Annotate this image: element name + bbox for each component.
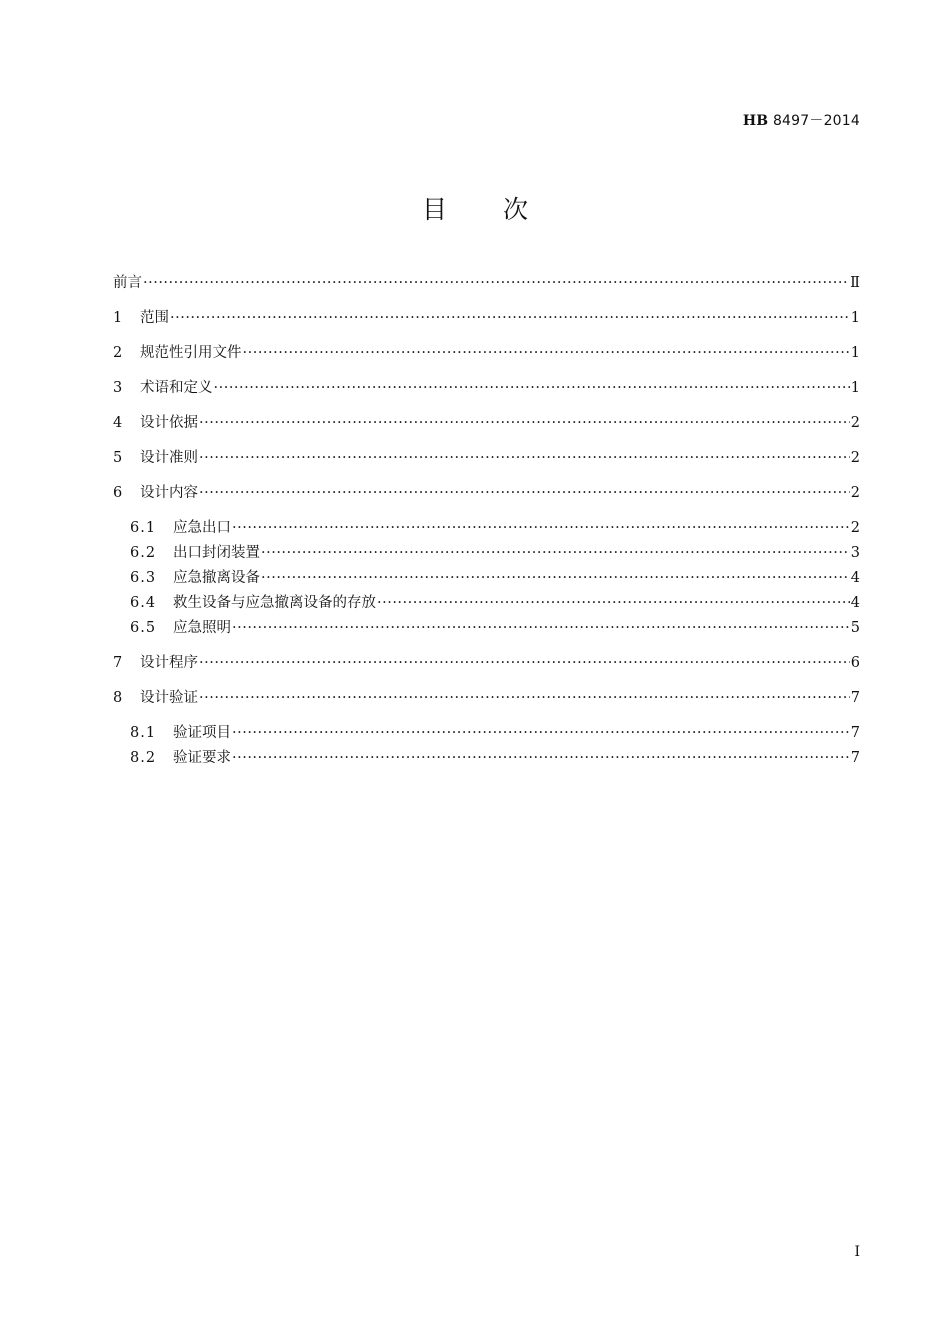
toc-dot-leader: [199, 482, 850, 504]
toc-entry-number: 5: [113, 450, 123, 466]
toc-entry-page: 2: [850, 450, 860, 466]
toc-entry[interactable]: [113, 482, 860, 504]
toc-entry[interactable]: [113, 447, 860, 469]
toc-entry-number: 6.2: [130, 545, 157, 561]
toc-dot-leader: [243, 342, 850, 364]
toc-entry-label: 应急照明: [173, 620, 231, 636]
toc-entry-page: 1: [850, 380, 860, 396]
toc-entry[interactable]: [130, 617, 860, 639]
page-number: Ⅰ: [854, 1244, 860, 1260]
toc-entry-page: 1: [850, 310, 860, 326]
toc-entry-label: 设计程序: [140, 655, 198, 671]
toc-entry-page: 6: [850, 655, 860, 671]
toc-dot-leader: [199, 447, 850, 469]
toc-entry-label: 术语和定义: [140, 380, 213, 396]
toc-entry-number: 1: [113, 310, 123, 326]
toc-entry-label: 设计依据: [140, 415, 198, 431]
toc-entry-number: 6.5: [130, 620, 157, 636]
toc-dot-leader: [261, 567, 850, 589]
toc-dot-leader: [199, 687, 850, 709]
toc-entry-number: 6.4: [130, 595, 157, 611]
toc-entry-number: 6: [113, 485, 123, 501]
toc-entry-number: 2: [113, 345, 123, 361]
toc-dot-leader: [232, 747, 850, 769]
toc-entry-label: 前言: [113, 275, 142, 291]
toc-entry-number: 3: [113, 380, 123, 396]
toc-entry-label: 出口封闭装置: [173, 545, 260, 561]
toc-entry-page: 7: [850, 690, 860, 706]
toc-entry-number: 7: [113, 655, 123, 671]
toc-entry[interactable]: [130, 722, 860, 744]
page-title: 目次: [421, 195, 584, 224]
toc-entry[interactable]: [130, 542, 860, 564]
toc-dot-leader: [232, 517, 850, 539]
toc-entry-page: 7: [850, 750, 860, 766]
standard-number: 8497－2014: [772, 113, 860, 129]
toc-dot-leader: [232, 722, 850, 744]
toc-entry-page: 1: [850, 345, 860, 361]
toc-entry-page: 5: [850, 620, 860, 636]
toc-dot-leader: [199, 412, 850, 434]
toc-entry[interactable]: [113, 652, 860, 674]
toc-dot-leader: [199, 652, 850, 674]
toc-entry-label: 设计验证: [140, 690, 198, 706]
toc-entry-page: Ⅱ: [850, 275, 860, 291]
toc-entry-label: 救生设备与应急撤离设备的存放: [173, 595, 376, 611]
standard-code: [743, 110, 860, 130]
toc-entry[interactable]: [113, 412, 860, 434]
toc-dot-leader: [377, 592, 850, 614]
toc-entry-number: 8.1: [130, 725, 157, 741]
toc-entry-page: 2: [850, 415, 860, 431]
toc-dot-leader: [232, 617, 850, 639]
toc-entry-label: 设计准则: [140, 450, 198, 466]
toc-dot-leader: [214, 377, 850, 399]
toc-entry-page: 7: [850, 725, 860, 741]
toc-entry[interactable]: [113, 377, 860, 399]
toc-entry-number: 6.1: [130, 520, 157, 536]
toc-entry-page: 3: [850, 545, 860, 561]
standard-prefix: HB: [742, 113, 769, 129]
toc-dot-leader: [143, 272, 849, 294]
toc-entry[interactable]: [130, 747, 860, 769]
toc-entry-label: 规范性引用文件: [140, 345, 242, 361]
toc-entry[interactable]: [130, 517, 860, 539]
toc-entry-label: 应急出口: [173, 520, 231, 536]
toc-entry[interactable]: [130, 592, 860, 614]
toc-entry-number: 4: [113, 415, 123, 431]
toc-entry[interactable]: [113, 272, 860, 294]
toc-dot-leader: [261, 542, 850, 564]
toc-entry-page: 4: [850, 595, 860, 611]
toc-entry-page: 4: [850, 570, 860, 586]
toc-entry-number: 8: [113, 690, 123, 706]
toc-entry-number: 6.3: [130, 570, 157, 586]
toc-entry-label: 范围: [140, 310, 169, 326]
toc-entry-page: 2: [850, 485, 860, 501]
toc-dot-leader: [170, 307, 850, 329]
toc-entry-label: 验证要求: [173, 750, 231, 766]
toc-entry-label: 应急撤离设备: [173, 570, 260, 586]
toc-entry-label: 验证项目: [173, 725, 231, 741]
toc-entry-number: 8.2: [130, 750, 157, 766]
toc-entry[interactable]: [113, 342, 860, 364]
toc-entry-page: 2: [850, 520, 860, 536]
toc-entry[interactable]: [113, 687, 860, 709]
toc-entry[interactable]: [113, 307, 860, 329]
toc-entry-label: 设计内容: [140, 485, 198, 501]
toc-entry[interactable]: [130, 567, 860, 589]
